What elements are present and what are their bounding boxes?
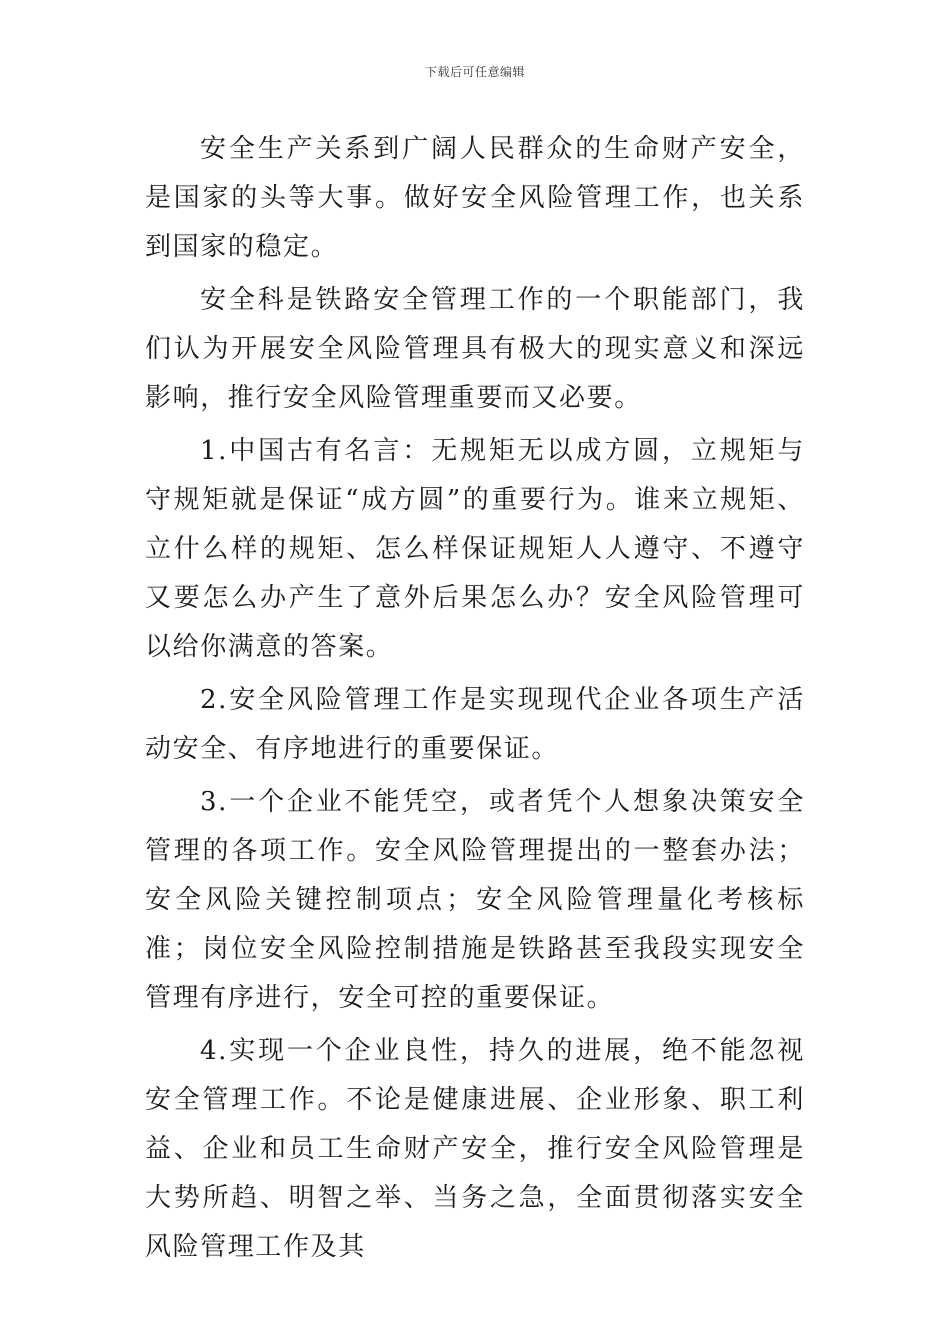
paragraph-intro: 安全生产关系到广阔人民群众的生命财产安全，是国家的头等大事。做好安全风险管理工作，也关系到国家的稳定。 (145, 134, 805, 262)
paragraph-point-3: 3.一个企业不能凭空，或者凭个人想象决策安全管理的各项工作。安全风险管理提出的一整套办法；安全风险关键控制项点；安全风险管理量化考核标准；岗位安全风险控制措施是铁路甚至我段实现安全管理有序进行，安全可控的重要保证。 (145, 787, 805, 1013)
paragraph-point-1: 1.中国古有名言：无规矩无以成方圆，立规矩与守规矩就是保证“成方圆”的重要行为。谁来立规矩、立什么样的规矩、怎么样保证规矩人人遵守、不遵守又要怎么办产生了意外后果怎么办？安全风险管理可以给你满意的答案。 (145, 436, 805, 662)
document-body (145, 125, 805, 1272)
paragraph-department: 安全科是铁路安全管理工作的一个职能部门，我们认为开展安全风险管理具有极大的现实意义和深远影响，推行安全风险管理重要而又必要。 (145, 285, 805, 413)
page-header: 下载后可任意编辑 (424, 65, 525, 79)
paragraph-point-4: 4.实现一个企业良性，持久的进展，绝不能忽视安全管理工作。不论是健康进展、企业形象、职工利益、企业和员工生命财产安全，推行安全风险管理是大势所趋、明智之举、当务之急，全面贯彻落实安全风险管理工作及其 (145, 1036, 805, 1262)
paragraph-point-2: 2.安全风险管理工作是实现现代企业各项生产活动安全、有序地进行的重要保证。 (145, 685, 805, 764)
